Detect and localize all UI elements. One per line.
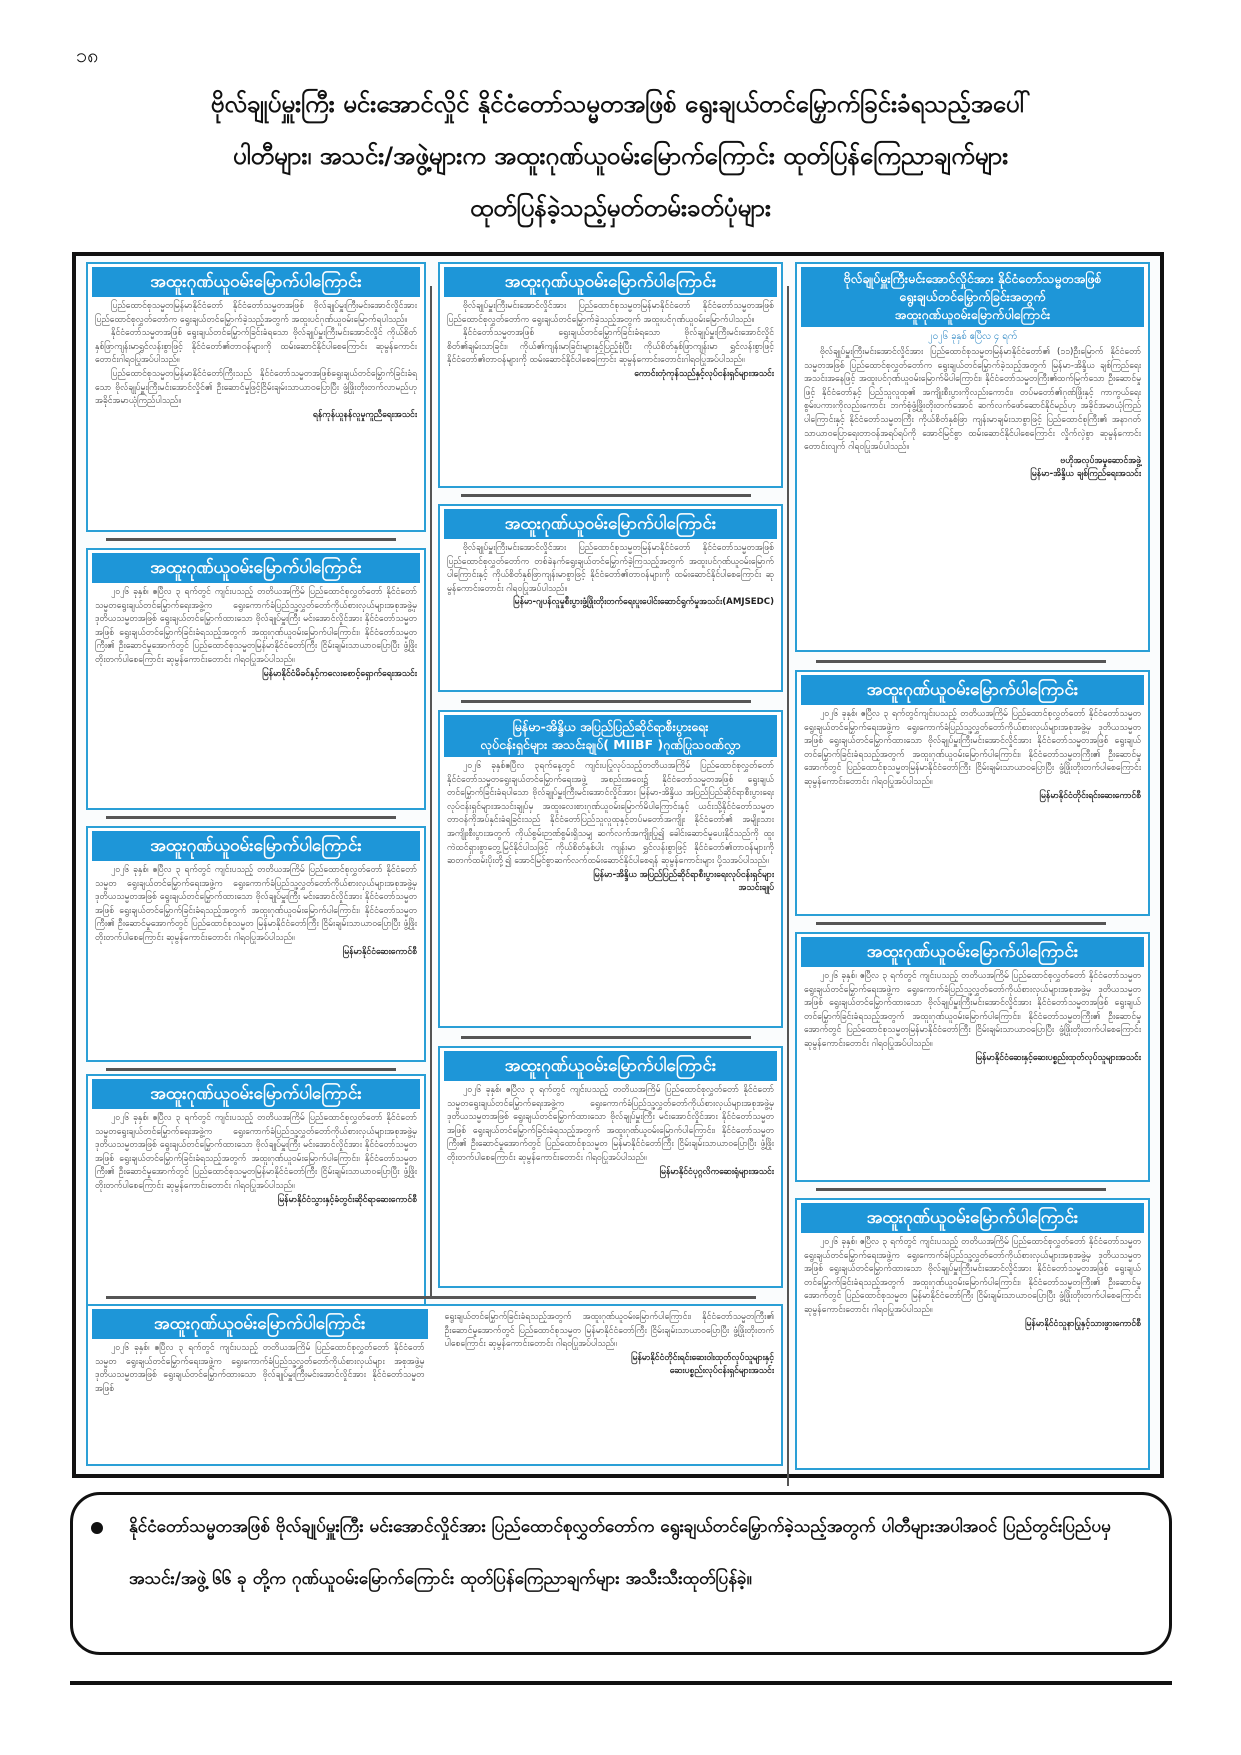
notice-paragraph: ၂၀၂၆ ခုနှစ်၊ ဧပြီလ ၃ ရက်တွင် ကျင်းပသည့် တတိယအကြိမ် ပြည်ထောင်စုလွှတ်တော် နိုင်ငံတော်သမ္မတ ရွေးချယ်တင်မြှောက်ရေးအဖွဲ့က ရွေးကောက်ခံပြည်သူ့လွှတ်တော်ကိုယ်စားလှယ်များ အစုအဖွဲ့မှ ဒုတိယသမ္မတအဖြစ် ရွေးချယ်တင်မြှောက်ထားသော ဗိုလ်ချုပ်မှူးကြီးမင်းအောင်လှိုင်အား နိုင်ငံတော်သမ္မတအဖြစ်: [95, 1343, 425, 1394]
notice-miibf: [438, 710, 783, 1028]
notice-header: အထူးဂုဏ်ယူဝမ်းမြောက်ပါကြောင်း: [92, 831, 420, 861]
notice-body: [444, 542, 777, 596]
bullet-icon: [91, 1522, 103, 1534]
notice-signature: မြန်မာနိုင်ငံသွားနှင့်ခံတွင်းဆိုင်ရာဆေးကောင်စီ: [277, 1194, 417, 1205]
notice-header-line: ဗိုလ်ချုပ်မှူးကြီးမင်းအောင်လှိုင်အား နိုင်ငံတော်သမ္မတအဖြစ်: [843, 271, 1102, 286]
notice-signature: မြန်မာနိုင်ငံသူနာပြုနှင့်သားဖွားကောင်စီ: [1025, 1318, 1141, 1329]
notice-paragraph: ၂၀၂၆ ခုနှစ်၊ ဧပြီလ ၃ ရက်တွင် ကျင်းပသည့် တတိယအကြိမ် ပြည်ထောင်စုလွှတ်တော် နိုင်ငံတော်သမ္မတ ရွေးချယ်တင်မြှောက်ရေးအဖွဲ့က ရွေးကောက်ခံပြည်သူ့လွှတ်တော်ကိုယ်စားလှယ်များအစုအဖွဲ့မှ ဒုတိယသမ္မတအဖြစ် ရွေးချယ်တင်မြှောက်ထားသော ဗိုလ်ချုပ်မှူးကြီး မင်းအောင်လှိုင်အား နိုင်ငံတော်သမ္မတအဖြစ် ရွေးချယ်တင်မြှောက်ခြင်းခံရသည့်အတွက် အထူးဂုဏ်ယူဝမ်းမြောက်ပါကြောင်း၊ နိုင်ငံတော်သမ္မတကြီး၏ ဦးဆောင်မှုအောက်တွင် ပြည်ထောင်စုသမ္မတ မြန်မာနိုင်ငံတော်ကြီး ငြိမ်းချမ်းသာယာဝပြောပြီး ဖွံ့ဖြိုးတိုးတက်ပါစေကြောင်း ဆုမွန်ကောင်းတောင်း ဂါရဝပြုအပ်ပါသည်။: [95, 865, 417, 943]
notice-header-line: အထူးဂုဏ်ယူဝမ်းမြောက်ပါကြောင်း: [894, 307, 1051, 322]
notice-paragraph: ၂၀၂၆ ခုနှစ်၊ ဧပြီလ ၃ ရက်တွင် ကျင်းပသည့် တတိယအကြိမ် ပြည်ထောင်စုလွှတ်တော် နိုင်ငံတော်သမ္မတရွေးချယ်တင်မြှောက်ရေးအဖွဲ့က ရွေးကောက်ခံပြည်သူ့လွှတ်တော်ကိုယ်စားလှယ်များအစုအဖွဲ့မှ ဒုတိယသမ္မတအဖြစ် ရွေးချယ်တင်မြှောက်ထားသော ဗိုလ်ချုပ်မှူးကြီး မင်းအောင်လှိုင်အား နိုင်ငံတော်သမ္မတအဖြစ် ရွေးချယ်တင်မြှောက်ခြင်းခံရသည့်အတွက် အထူးဂုဏ်ယူဝမ်းမြောက်ပါကြောင်း၊ နိုင်ငံတော်သမ္မတကြီး၏ ဦးဆောင်မှုအောက်တွင် ပြည်ထောင်စုသမ္မတမြန်မာနိုင်ငံတော်ကြီး ငြိမ်းချမ်းသာယာဝပြောပြီး ဖွံ့ဖြိုးတိုးတက်ပါစေကြောင်း ဆုမွန်ကောင်းတောင်း ဂါရဝပြုအပ်ပါသည်။: [95, 1113, 417, 1191]
notice-body: [444, 1084, 777, 1166]
notice-header: အထူးဂုဏ်ယူဝမ်းမြောက်ပါကြောင်း: [444, 509, 777, 539]
column-divider: [430, 286, 432, 1296]
notice-body: [92, 1342, 428, 1396]
notice-paragraph: ၂၀၂၆ ခုနှစ်၊ ဧပြီလ ၃ ရက်တွင် ကျင်းပသည့် တတိယအကြိမ် ပြည်ထောင်စုလွှတ်တော် နိုင်ငံတော်သမ္မတရွေးချယ်တင်မြှောက်ရေးအဖွဲ့က ရွေးကောက်ခံပြည်သူ့လွှတ်တော်ကိုယ်စားလှယ်များအစုအဖွဲ့မှ ဒုတိယသမ္မတအဖြစ် ရွေးချယ်တင်မြှောက်ထားသော ဗိုလ်ချုပ်မှူးကြီး မင်းအောင်လှိုင်အား နိုင်ငံတော်သမ္မတအဖြစ် ရွေးချယ်တင်မြှောက်ခြင်းခံရသည့်အတွက် အထူးဂုဏ်ယူဝမ်းမြောက်ပါကြောင်း၊ နိုင်ငံတော်သမ္မတကြီး၏ ဦးဆောင်မှုအောက်တွင် ပြည်ထောင်စုသမ္မတ မြန်မာနိုင်ငံတော်ကြီး ငြိမ်းချမ်းသာယာဝပြောပြီး ဖွံ့ဖြိုးတိုးတက်ပါစေကြောင်း ဆုမွန်ကောင်းတောင်း ဂါရဝပြုအပ်ပါသည်။: [447, 1085, 774, 1163]
notice-signature: ရန်ကုန်ယူနန်လူမှုကူညီရေးအသင်း: [312, 409, 417, 420]
notice-paragraph: ပြည်ထောင်စုသမ္မတမြန်မာနိုင်ငံတော်ကြီးသည် နိုင်ငံတော်သမ္မတအဖြစ်ရွေးချယ်တင်မြှောက်ခြင်းခံရသော ဗိုလ်ချုပ်မှူးကြီးမင်းအောင်လှိုင်၏ ဦးဆောင်မှုဖြင့်ငြိမ်းချမ်းသာယာဝပြောပြီး ဖွံ့ဖြိုးတိုးတက်လာမည်ဟု အခိုင်အမာယုံကြည်ပါသည်။: [95, 368, 417, 407]
bottom-rule: [70, 1681, 1172, 1685]
notice-body: [444, 300, 777, 368]
notice-right-column: [442, 1309, 778, 1460]
notice-myanmar-india-friendship: [795, 262, 1150, 652]
notice-paragraph: နိုင်ငံတော်သမ္မတအဖြစ် ရွေးချယ်တင်မြှောက်ခြင်းခံရသော ဗိုလ်ချုပ်မှူးကြီးမင်းအောင်လှိုင် စိတ်၏ချမ်းသာခြင်း၊ ကိုယ်၏ကျန်းမာခြင်းများနှင့်ပြည့်စုံပြီး ကိုယ်စိတ်နှစ်ဖြာကျန်းမာ ရွှင်လန်းစွာဖြင့် နိုင်ငံတော်၏တာဝန်များကို ထမ်းဆောင်နိုင်ပါစေကြောင်း ဆုမွန်ကောင်းတောင်းဂါရဝပြုအပ်ပါသည်။: [447, 328, 774, 366]
notice-header: အထူးဂုဏ်ယူဝမ်းမြောက်ပါကြောင်း: [801, 937, 1144, 967]
notice-paragraph: ၂၀၂၆ ခုနှစ်ဧပြီလ ၃ရက်နေ့တွင် ကျင်းပပြုလုပ်သည့်တတိယအကြိမ် ပြည်ထောင်စုလွှတ်တော် နိုင်ငံတော်သမ္မတရွေးချယ်တင်မြှောက်ရေးအဖွဲ့ အစည်းအဝေး၌ နိုင်ငံတော်သမ္မတအဖြစ် ရွေးချယ်တင်မြှောက်ခြင်းခံရပါသော ဗိုလ်ချုပ်မှူးကြီးမင်းအောင်လှိုင်အား မြန်မာ-အိန္ဒိယ အပြည်ပြည်ဆိုင်ရာစီးပွားရေးလုပ်ငန်းရှင်များအသင်းချုပ်မှ အထူးလေးစားဂုဏ်ယူဝမ်းမြောက်မိပါကြောင်းနှင့် ယင်းသို့နိုင်ငံတော်သမ္မတတာဝန်ကိုအပ်နှင်းခံရခြင်းသည် နိုင်ငံတော်ပြည်သူလူထုနှင့်တပ်မတော်အကျိုး နိုင်ငံတော်၏ အမျိုးသားအကျိုးစီးပွားအတွက် ကိုယ်စွမ်းဉာဏ်စွမ်းရှိသမျှ ဆက်လက်အကျိုးပြု၍ ခေါင်းဆောင်မှုပေးနိုင်သည်ကို ထူးကဲထင်ရှားစွာတွေ့မြင်နိုင်ပါသဖြင့် ကိုယ်စိတ်နှစ်ပါး ကျန်းမာ ရွှင်လန်းစွာဖြင့် နိုင်ငံတော်၏တာဝန်များကို ဆတက်ထမ်းပိုးတို့၍ အောင်မြင်စွာဆက်လက်ထမ်းဆောင်နိုင်ပါစေရန် ဆုမွန်ကောင်းများ ပို့သအပ်ပါသည်။: [447, 761, 774, 867]
notice-paragraph: ၂၀၂၆ ခုနှစ်၊ ဧပြီလ ၃ ရက်တွင် ကျင်းပသည့် တတိယအကြိမ် ပြည်ထောင်စုလွှတ်တော် နိုင်ငံတော်သမ္မတ ရွေးချယ်တင်မြှောက်ရေးအဖွဲ့က ရွေးကောက်ခံပြည်သူ့လွှတ်တော်ကိုယ်စားလှယ်များအစုအဖွဲ့မှ ဒုတိယသမ္မတအဖြစ် ရွေးချယ်တင်မြှောက်ထားသော ဗိုလ်ချုပ်မှူးကြီးမင်းအောင်လှိုင်အား နိုင်ငံတော်သမ္မတအဖြစ် ရွေးချယ်တင်မြှောက်ခြင်းခံရသည့်အတွက် အထူးဂုဏ်ယူဝမ်းမြောက်ပါကြောင်း၊ နိုင်ငံတော်သမ္မတကြီး၏ ဦးဆောင်မှုအောက်တွင် ပြည်ထောင်စုသမ္မတ မြန်မာနိုင်ငံတော်ကြီး ငြိမ်းချမ်းသာယာဝပြောပြီး ဖွံ့ဖြိုးတိုးတက်ပါစေကြောင်း ဆုမွန်ကောင်းတောင်း ဂါရဝပြုအပ်ပါသည်။: [804, 1237, 1141, 1315]
notice-body: [801, 1236, 1144, 1318]
page-title: [0, 78, 1241, 234]
notice-body: [801, 970, 1144, 1052]
notice-amjsedc: [438, 504, 783, 692]
divider: [461, 1036, 751, 1039]
newspaper-clipping: [72, 252, 1164, 1478]
notice-kengtung-merchants: [438, 262, 783, 488]
notice-signature: မြန်မာနိုင်ငံတိုင်းရင်းဆေးဝါးထုတ်လုပ်သူများနှင့်: [631, 1352, 774, 1363]
notice-left-column: [92, 1309, 428, 1460]
notice-signature: မြန်မာ-အိန္ဒိယ အပြည်ပြည်ဆိုင်ရာစီးပွားရေးလုပ်ငန်းရှင်များ: [593, 869, 774, 880]
notice-header: အထူးဂုဏ်ယူဝမ်းမြောက်ပါကြောင်း: [444, 1051, 777, 1081]
notice-signature: မြန်မာနိုင်ငံတိုင်းရင်းဆေးကောင်စီ: [1039, 790, 1141, 801]
notice-header: [801, 267, 1144, 327]
title-line-2: ပါတီများ၊ အသင်း/အဖွဲ့များက အထူးဂုဏ်ယူဝမ်းမြောက်ကြောင်း ထုတ်ပြန်ကြေညာချက်များ: [232, 142, 1009, 170]
notice-paragraph: ၂၀၂၆ ခုနှစ်၊ ဧပြီလ ၃ ရက်တွင် ကျင်းပသည့် တတိယအကြိမ် ပြည်ထောင်စုလွှတ်တော် နိုင်ငံတော်သမ္မတရွေးချယ်တင်မြှောက်ရေးအဖွဲ့က ရွေးကောက်ခံပြည်သူ့လွှတ်တော်ကိုယ်စားလှယ်များအစုအဖွဲ့မှ ဒုတိယသမ္မတအဖြစ် ရွေးချယ်တင်မြှောက်ထားသော ဗိုလ်ချုပ်မှူးကြီး မင်းအောင်လှိုင်အား နိုင်ငံတော်သမ္မတအဖြစ် ရွေးချယ်တင်မြှောက်ခြင်းခံရသည့်အတွက် အထူးဂုဏ်ယူဝမ်းမြောက်ပါကြောင်း၊ နိုင်ငံတော်သမ္မတကြီး၏ ဦးဆောင်မှုအောက်တွင် ပြည်ထောင်စုသမ္မတမြန်မာနိုင်ငံတော်ကြီး ငြိမ်းချမ်းသာယာဝပြောပြီး ဖွံ့ဖြိုးတိုးတက်ပါစေကြောင်း ဆုမွန်ကောင်းတောင်း ဂါရဝပြုအပ်ပါသည်။: [95, 587, 417, 665]
divider: [461, 494, 751, 497]
notice-paragraph: ဗိုလ်ချုပ်မှူးကြီးမင်းအောင်လှိုင်အား ပြည်ထောင်စုသမ္မတမြန်မာနိုင်ငံတော် နိုင်ငံတော်သမ္မတအဖြစ် ပြည်ထောင်စုလွှတ်တော်က ရွေးချယ်တင်မြှောက်ခဲ့သည့်အတွက် အထူးပင်ဂုဏ်ယူဝမ်းမြောက်ပါသည်။: [447, 301, 774, 325]
notice-body: [801, 708, 1144, 790]
notice-signature: ဆေးပစ္စည်းလုပ်ငန်းရှင်များအသင်း: [669, 1366, 774, 1377]
notice-signature: မြန်မာနိုင်ငံဆေးနှင့်ဆေးပစ္စည်းထုတ်လုပ်သူများအသင်း: [975, 1052, 1141, 1063]
divider: [816, 1188, 1106, 1191]
notice-nursing-council: [795, 1198, 1150, 1470]
notice-header-line: မြန်မာ-အိန္ဒိယ အပြည်ပြည်ဆိုင်ရာစီးပွားရေး: [512, 719, 709, 734]
notice-medical-council: [86, 826, 426, 1062]
notice-header: အထူးဂုဏ်ယူဝမ်းမြောက်ပါကြောင်း: [92, 553, 420, 583]
notice-pharma-manufacturers: [795, 932, 1150, 1182]
title-line-1: ဗိုလ်ချုပ်မှူးကြီး မင်းအောင်လှိုင် နိုင်ငံတော်သမ္မတအဖြစ် ရွေးချယ်တင်မြှောက်ခြင်းခံရသည့်အပေါ်: [210, 90, 1031, 118]
divider: [106, 1296, 756, 1299]
notice-yangon-yunnan: [86, 262, 426, 532]
notice-header: အထူးဂုဏ်ယူဝမ်းမြောက်ပါကြောင်း: [92, 1309, 428, 1339]
notice-header: အထူးဂုဏ်ယူဝမ်းမြောက်ပါကြောင်း: [444, 267, 777, 297]
divider: [461, 700, 751, 703]
notice-paragraph: ရွေးချယ်တင်မြှောက်ခြင်းခံရသည့်အတွက် အထူးဂုဏ်ယူဝမ်းမြောက်ပါကြောင်း၊ နိုင်ငံတော်သမ္မတကြီး၏ ဦးဆောင်မှုအောက်တွင် ပြည်ထောင်စုသမ္မတ မြန်မာနိုင်ငံတော်ကြီး ငြိမ်းချမ်းသာယာဝပြောပြီး ဖွံ့ဖြိုးတိုးတက်ပါစေကြောင်း ဆုမွန်ကောင်းတောင်း ဂါရဝပြုအပ်ပါသည်။: [444, 1312, 774, 1350]
notice-body: [92, 300, 420, 409]
notice-traditional-medicine: [795, 670, 1150, 916]
notice-mother-child: [86, 548, 426, 810]
notice-paragraph: ပြည်ထောင်စုသမ္မတမြန်မာနိုင်ငံတော် နိုင်ငံတော်သမ္မတအဖြစ် ဗိုလ်ချုပ်မှူးကြီးမင်းအောင်လှိုင်အား ပြည်ထောင်စုလွှတ်တော်က ရွေးချယ်တင်မြှောက်ခဲ့သည့်အတွက် အထူးပင်ဂုဏ်ယူဝမ်းမြောက်ရပါသည်။: [95, 301, 417, 325]
notice-signature: မြန်မာနိုင်ငံမိခင်နှင့်ကလေးစောင့်ရှောက်ရေးအသင်း: [262, 668, 417, 679]
summary-box: [70, 1492, 1172, 1655]
notice-signature: အသင်းချုပ်: [738, 883, 774, 894]
divider: [816, 922, 1106, 925]
notice-paragraph: ဗိုလ်ချုပ်မှူးကြီးမင်းအောင်လှိုင်အား ပြည်ထောင်စုသမ္မတမြန်မာနိုင်ငံတော် နိုင်ငံတော်သမ္မတအဖြစ် ပြည်ထောင်စုလွှတ်တော်က တစ်ခဲနက်ရွေးချယ်တင်မြှောက်ခဲ့ကြသည့်အတွက် အထူးပင်ဂုဏ်ယူဝမ်းမြောက်ပါကြောင်းနှင့် ကိုယ်စိတ်နှစ်ဖြာကျန်းမာစွာဖြင့် နိုင်ငံတော်၏တာဝန်များကို ထမ်းဆောင်နိုင်ပါစေကြောင်း ဆုမွန်ကောင်းတောင်း ဂါရဝပြုအပ်ပါသည်။: [447, 543, 774, 594]
divider: [816, 660, 1106, 663]
summary-text: နိုင်ငံတော်သမ္မတအဖြစ် ဗိုလ်ချုပ်မှူးကြီး မင်းအောင်လှိုင်အား ပြည်ထောင်စုလွှတ်တော်က ရွေးချယ်တင်မြှောက်ခဲ့သည့်အတွက် ပါတီများအပါအဝင် ပြည်တွင်းပြည်ပမှ အသင်း/အဖွဲ့ ၆၆ ခု တို့က ဂုဏ်ယူဝမ်းမြောက်ကြောင်း ထုတ်ပြန်ကြေညာချက်များ အသီးသီးထုတ်ပြန်ခဲ့။: [129, 1517, 1111, 1589]
notice-header: [444, 715, 777, 757]
title-line-3: ထုတ်ပြန်ခဲ့သည့်မှတ်တမ်းခတ်ပုံများ: [470, 194, 771, 222]
notice-header-line: ရွေးချယ်တင်မြှောက်ခြင်းအတွက်: [899, 289, 1046, 304]
notice-paragraph: ၂၀၂၆ ခုနှစ်၊ ဧပြီလ ၃ ရက်တွင်ကျင်းပသည့် တတိယအကြိမ် ပြည်ထောင်စုလွှတ်တော် နိုင်ငံတော်သမ္မတရွေးချယ်တင်မြှောက်ရေးအဖွဲ့က ရွေးကောက်ခံပြည်သူ့လွှတ်တော်ကိုယ်စားလှယ်များအစုအဖွဲ့မှ ဒုတိယသမ္မတအဖြစ် ရွေးချယ်တင်မြှောက်ထားသော ဗိုလ်ချုပ်မှူးကြီးမင်းအောင်လှိုင်အား နိုင်ငံတော်သမ္မတအဖြစ် ရွေးချယ်တင်မြှောက်ခြင်းခံရသည့်အတွက် အထူးဂုဏ်ယူဝမ်းမြောက်ပါကြောင်း၊ နိုင်ငံတော်သမ္မတကြီး၏ ဦးဆောင်မှုအောက်တွင် ပြည်ထောင်စုသမ္မတမြန်မာနိုင်ငံတော်ကြီး ငြိမ်းချမ်းသာယာဝပြောပြီး ဖွံ့ဖြိုးတိုးတက်ပါစေကြောင်း ဆုမွန်ကောင်းတောင်း ဂါရဝပြုအပ်ပါသည်။: [804, 709, 1141, 787]
notice-date: ၂၀၂၆ ခုနှစ် ဧပြီလ ၄ ရက်: [927, 331, 1018, 342]
page-number: ၁၈: [76, 43, 99, 67]
notice-body: [92, 1112, 420, 1194]
notice-signature: မြန်မာ-အိန္ဒိယ ချစ်ကြည်ရေးအသင်း: [1030, 469, 1141, 480]
notice-header: အထူးဂုဏ်ယူဝမ်းမြောက်ပါကြောင်း: [801, 675, 1144, 705]
notice-traditional-drug-makers: [86, 1304, 783, 1466]
notice-header: အထူးဂုဏ်ယူဝမ်းမြောက်ပါကြောင်း: [92, 267, 420, 297]
notice-body: [444, 760, 777, 869]
notice-signature: ကောင်းတုံကုန်သည်နှင့်လုပ်ငန်းရှင်များအသင်း: [634, 368, 774, 379]
notice-header-line: လုပ်ငန်းရှင်များ အသင်းချုပ်( MIIBF )ဂုဏ်ပြုသဝဏ်လွှာ: [480, 737, 741, 752]
divider: [106, 1068, 396, 1071]
notice-paragraph: ဗိုလ်ချုပ်မှူးကြီးမင်းအောင်လှိုင်အား ပြည်ထောင်စုသမ္မတမြန်မာနိုင်ငံတော်၏ (၁၁)ဦးမြောက် နိုင်ငံတော်သမ္မတအဖြစ် ပြည်ထောင်စုလွှတ်တော်က ရွေးချယ်တင်မြှောက်ခဲ့သည့်အတွက် မြန်မာ-အိန္ဒိယ ချစ်ကြည်ရေးအသင်းအနေဖြင့် အထူးပင်ဂုဏ်ယူဝမ်းမြောက်မိပါကြောင်း၊ နိုင်ငံတော်သမ္မတကြီး၏ထက်မြက်သော ဦးဆောင်မှုဖြင့် နိုင်ငံတော်နှင့် ပြည်သူလူထု၏ အကျိုးစီးပွားကိုလည်းကောင်း၊ တပ်မတော်၏ဂုဏ်ဖြိုးနှင့် ကာကွယ်ရေးစွမ်းပကားကိုလည်းကောင်း ဘက်စုံဖွံ့ဖြိုးတိုးတက်အောင် ဆက်လက်ဖော်ဆောင်နိုင်မည်ဟု အခိုင်အမာယုံကြည်ပါကြောင်းနှင့် နိုင်ငံတော်သမ္မတကြီး ကိုယ်စိတ်နှစ်ဖြာ ကျန်းမာချမ်းသာစွာဖြင့် ပြည်ထောင်စုကြီး၏ အနာဂတ်သာယာဝပြောရေးတာဝန်အရပ်ရပ်ကို အောင်မြင်စွာ ထမ်းဆောင်နိုင်ပါစေကြောင်း လှိုက်လှဲစွာ ဆုမွန်ကောင်းတောင်းလျက် ဂါရဝပြုအပ်ပါသည်။: [804, 347, 1141, 453]
column-divider: [787, 286, 789, 1486]
notice-header: အထူးဂုဏ်ယူဝမ်းမြောက်ပါကြောင်း: [92, 1079, 420, 1109]
notice-signature: မြန်မာနိုင်ငံပုဂ္ဂလိကဆေးရုံများအသင်း: [659, 1166, 774, 1177]
notice-signature: မြန်မာနိုင်ငံဆေးကောင်စီ: [342, 946, 417, 957]
divider: [106, 816, 396, 819]
notice-body: [92, 586, 420, 668]
notice-body: [92, 864, 420, 946]
notice-signature: ဗဟိုအလုပ်အမှုဆောင်အဖွဲ့: [1060, 455, 1141, 466]
divider: [106, 538, 396, 541]
notice-signature: မြန်မာ-ဂျပန်လူမှုစီးပွားဖွံ့ဖြိုးတိုးတက်ရေးပူးပေါင်းဆောင်ရွက်မှုအသင်း(AMJSEDC): [513, 597, 774, 608]
notice-header: အထူးဂုဏ်ယူဝမ်းမြောက်ပါကြောင်း: [801, 1203, 1144, 1233]
notice-private-hospitals: [438, 1046, 783, 1288]
notice-dental-council: [86, 1074, 426, 1306]
notice-body: [801, 346, 1144, 455]
notice-paragraph: ၂၀၂၆ ခုနှစ်၊ ဧပြီလ ၃ ရက်တွင် ကျင်းပသည့် တတိယအကြိမ် ပြည်ထောင်စုလွှတ်တော် နိုင်ငံတော်သမ္မတ ရွေးချယ်တင်မြှောက်ရေးအဖွဲ့က ရွေးကောက်ခံပြည်သူ့လွှတ်တော်ကိုယ်စားလှယ်များအစုအဖွဲ့မှ ဒုတိယသမ္မတအဖြစ် ရွေးချယ်တင်မြှောက်ထားသော ဗိုလ်ချုပ်မှူးကြီးမင်းအောင်လှိုင်အား နိုင်ငံတော်သမ္မတအဖြစ် ရွေးချယ်တင်မြှောက်ခြင်းခံရသည့်အတွက် အထူးဂုဏ်ယူဝမ်းမြောက်ပါကြောင်း၊ နိုင်ငံတော်သမ္မတကြီး၏ ဦးဆောင်မှုအောက်တွင် ပြည်ထောင်စုသမ္မတမြန်မာနိုင်ငံတော်ကြီး ငြိမ်းချမ်းသာယာဝပြောပြီး ဖွံ့ဖြိုးတိုးတက်ပါစေကြောင်း ဆုမွန်ကောင်းတောင်း ဂါရဝပြုအပ်ပါသည်။: [804, 971, 1141, 1049]
notice-paragraph: နိုင်ငံတော်သမ္မတအဖြစ် ရွေးချယ်တင်မြှောက်ခြင်းခံရသော ဗိုလ်ချုပ်မှူးကြီးမင်းအောင်လှိုင် ကိုယ်စိတ်နှစ်ဖြာကျန်းမာရွှင်လန်းစွာဖြင့် နိုင်ငံတော်၏တာဝန်များကို ထမ်းဆောင်နိုင်ပါစေကြောင်း ဆုမွန်ကောင်းတောင်းဂါရဝပြုအပ်ပါသည်။: [95, 328, 417, 366]
notice-body: [442, 1311, 778, 1352]
